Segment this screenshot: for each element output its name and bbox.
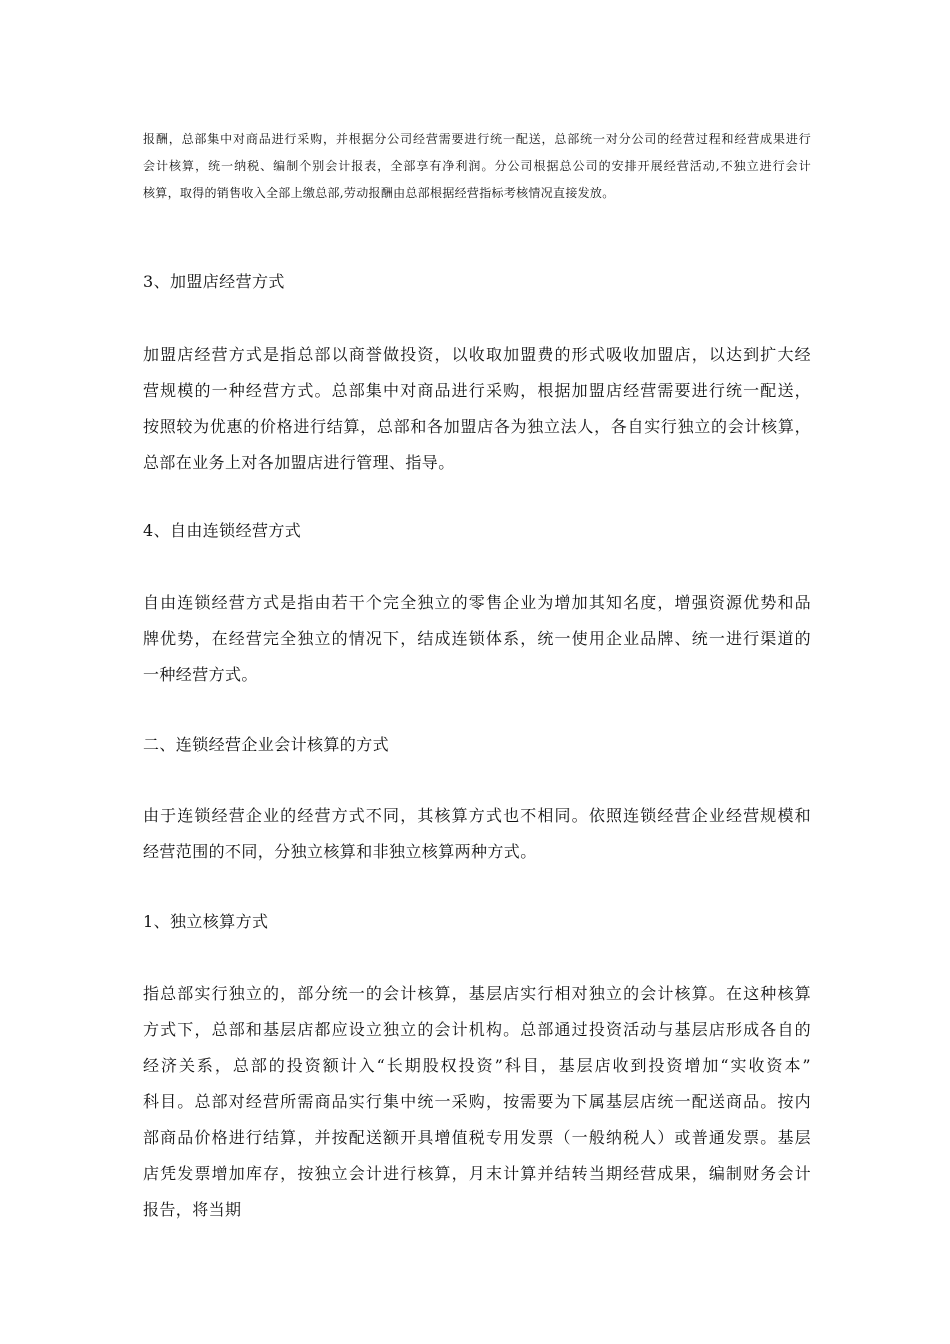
- heading-franchise: 3、加盟店经营方式: [143, 272, 285, 291]
- paragraph-line: 一种经营方式。: [143, 665, 258, 684]
- paragraph-section-2: [143, 798, 811, 870]
- paragraph-line: 核算，取得的销售收入全部上缴总部,劳动报酬由总部根据经营指标考核情况直接发放。: [143, 186, 615, 200]
- paragraph-independent-accounting: [143, 976, 811, 1228]
- paragraph-line: 方式下，总部和基层店都应设立独立的会计机构。总部通过投资活动与基层店形成各自的: [143, 1020, 811, 1039]
- paragraph-line: 总部在业务上对各加盟店进行管理、指导。: [143, 453, 455, 472]
- paragraph-franchise: [143, 337, 811, 481]
- paragraph-voluntary-chain: [143, 585, 811, 693]
- paragraph-line: 经济关系，总部的投资额计入“长期股权投资”科目，基层店收到投资增加“实收资本”: [143, 1056, 811, 1075]
- paragraph-line: 自由连锁经营方式是指由若干个完全独立的零售企业为增加其知名度，增强资源优势和品: [143, 593, 811, 612]
- paragraph-line: 牌优势，在经营完全独立的情况下，结成连锁体系，统一使用企业品牌、统一进行渠道的: [143, 629, 811, 648]
- paragraph-line: 由于连锁经营企业的经营方式不同，其核算方式也不相同。依照连锁经营企业经营规模和: [143, 806, 811, 825]
- paragraph-line: 经营范围的不同，分独立核算和非独立核算两种方式。: [143, 842, 537, 861]
- paragraph-line: 按照较为优惠的价格进行结算，总部和各加盟店各为独立法人，各自实行独立的会计核算，: [143, 417, 811, 436]
- paragraph-line: 加盟店经营方式是指总部以商誉做投资，以收取加盟费的形式吸收加盟店，以达到扩大经: [143, 345, 811, 364]
- paragraph-line: 店凭发票增加库存，按独立会计进行核算，月末计算并结转当期经营成果，编制财务会计: [143, 1164, 811, 1183]
- paragraph-line: 报酬，总部集中对商品进行采购，并根据分公司经营需要进行统一配送，总部统一对分公司的经营过程和经营成果进行: [143, 132, 811, 146]
- paragraph-line: 科目。总部对经营所需商品实行集中统一采购，按需要为下属基层店统一配送商品。按内: [143, 1092, 811, 1111]
- heading-section-2: 二、连锁经营企业会计核算的方式: [143, 735, 390, 754]
- heading-independent-accounting: 1、独立核算方式: [143, 912, 269, 931]
- paragraph-line: 会计核算，统一纳税、编制个别会计报表，全部享有净利润。分公司根据总公司的安排开展经营活动,不独立进行会计: [143, 159, 811, 173]
- paragraph-line: 报告，将当期: [143, 1200, 242, 1219]
- heading-voluntary-chain: 4、自由连锁经营方式: [143, 521, 302, 540]
- paragraph-line: 营规模的一种经营方式。总部集中对商品进行采购，根据加盟店经营需要进行统一配送，: [143, 381, 811, 400]
- paragraph-line: 指总部实行独立的，部分统一的会计核算，基层店实行相对独立的会计核算。在这种核算: [143, 984, 811, 1003]
- paragraph-line: 部商品价格进行结算，并按配送额开具增值税专用发票（一般纳税人）或普通发票。基层: [143, 1128, 811, 1147]
- paragraph-branch-accounting: [143, 126, 811, 207]
